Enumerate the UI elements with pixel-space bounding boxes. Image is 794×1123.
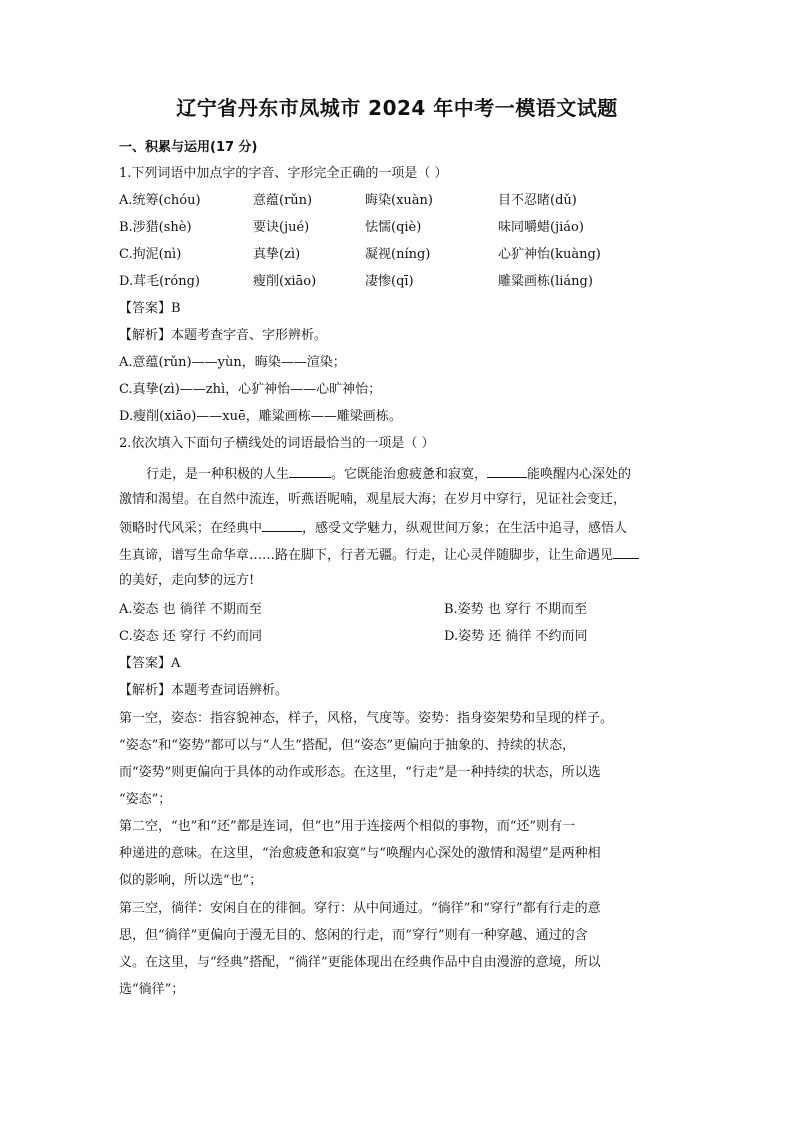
analysis-line: 选“徜徉”；	[119, 982, 185, 997]
question-1-analysis-line: A.意蕴(rǔn)——yùn，晦染——渲染；	[119, 355, 346, 370]
question-1-answer: 【答案】B	[119, 301, 181, 316]
fill-blank-4	[613, 545, 639, 559]
document-title: 辽宁省丹东市凤城市 2024 年中考一模语文试题	[176, 96, 618, 120]
q1-option-a-word4: 目不忍睹(dǔ)	[498, 193, 577, 208]
analysis-line: 义。在这里，与“经典”搭配，“徜徉”更能体现出在经典作品中自由漫游的意境，所以	[119, 955, 601, 970]
analysis-line: 思，但“徜徉”更偏向于漫无目的、悠闲的行走，而“穿行”则有一种穿越、通过的含	[119, 928, 588, 943]
q1-option-a-word1: A.统筹(chóu)	[119, 193, 201, 208]
fill-blank-1	[289, 464, 331, 478]
q1-option-c-word3: 凝视(níng)	[365, 247, 431, 262]
q1-option-b-word3: 怯懦(qiè)	[365, 220, 422, 235]
q1-option-d-word4: 雕粱画栋(liáng)	[498, 274, 593, 289]
passage-text: 能唤醒内心深处的	[527, 467, 632, 482]
q1-option-c-word4: 心犷神怡(kuàng)	[498, 247, 601, 262]
q2-option-a: A.姿态 也 徜徉 不期而至	[119, 602, 262, 617]
analysis-line: 似的影响，所以选“也”；	[119, 873, 263, 888]
q1-option-c-word1: C.拘泥(nì)	[119, 247, 182, 262]
passage-line	[146, 464, 631, 484]
analysis-line: “姿态”；	[119, 792, 172, 807]
passage-text: ，感受文学魅力，纵观世间万象；在生活中追寻，感悟人	[302, 521, 628, 536]
passage-line	[119, 545, 639, 565]
passage-text: 行走，是一种积极的人生	[146, 467, 290, 482]
analysis-line: “姿态”和“姿势”都可以与“人生”搭配，但“姿态”更偏向于抽象的、持续的状态，	[119, 738, 576, 753]
question-1-analysis-line: D.瘦削(xiāo)——xuē，雕粱画栋——雕梁画栋。	[119, 409, 402, 424]
q1-option-a-word3: 晦染(xuàn)	[365, 193, 433, 208]
question-2-stem: 2.依次填入下面句子横线处的词语最恰当的一项是（ ）	[119, 436, 435, 451]
analysis-line: 第二空，“也”和“还”都是连词，但“也”用于连接两个相似的事物，而“还”则有一	[119, 819, 576, 834]
q1-option-b-word2: 要诀(jué)	[253, 220, 310, 235]
fill-blank-2	[487, 464, 527, 478]
fill-blank-3	[262, 518, 302, 532]
question-1-analysis-heading: 【解析】本题考查字音、字形辨析。	[119, 328, 328, 343]
analysis-line: 第一空，姿态：指容貌神态，样子，风格，气度等。姿势：指身姿架势和呈现的样子。	[119, 711, 614, 726]
question-1-stem: 1.下列词语中加点字的字音、字形完全正确的一项是（ ）	[119, 166, 448, 181]
q2-option-b: B.姿势 也 穿行 不期而至	[444, 602, 588, 617]
q1-option-d-word1: D.茸毛(róng)	[119, 274, 200, 289]
passage-line: 激情和渴望。在自然中流连，听燕语呢喃，观星辰大海；在岁月中穿行，见证社会变迁，	[119, 492, 627, 507]
q2-option-d: D.姿势 还 徜徉 不约而同	[444, 629, 588, 644]
section-heading: 一、积累与运用(17 分)	[119, 140, 258, 155]
passage-line	[119, 518, 627, 538]
q1-option-d-word2: 瘦削(xiāo)	[253, 274, 317, 289]
passage-text: 领略时代风采；在经典中	[119, 521, 263, 536]
q2-option-c: C.姿态 还 穿行 不约而同	[119, 629, 263, 644]
q1-option-c-word2: 真挚(zì)	[253, 247, 301, 262]
question-2-answer: 【答案】A	[119, 656, 181, 671]
analysis-line: 而“姿势”则更偏向于具体的动作或形态。在这里，“行走”是一种持续的状态，所以选	[119, 765, 601, 780]
q1-option-b-word1: B.涉猎(shè)	[119, 220, 192, 235]
q1-option-b-word4: 味同嚼蜡(jiáo)	[498, 220, 584, 235]
analysis-line: 第三空，徜徉：安闲自在的徘徊。穿行：从中间通过。“徜徉”和“穿行”都有行走的意	[119, 901, 601, 916]
question-1-analysis-line: C.真挚(zì)——zhì，心犷神怡——心旷神怡；	[119, 382, 382, 397]
passage-line: 的美好，走向梦的远方!	[119, 573, 255, 588]
passage-text: 。它既能治愈疲惫和寂寞，	[331, 467, 488, 482]
question-2-analysis-heading: 【解析】本题考查词语辨析。	[119, 683, 289, 698]
analysis-line: 种递进的意味。在这里，“治愈疲惫和寂寞”与“唤醒内心深处的激情和渴望”是两种相	[119, 846, 601, 861]
passage-text: 生真谛，谱写生命华章……路在脚下，行者无疆。行走，让心灵伴随脚步，让生命遇见	[119, 548, 614, 563]
q1-option-a-word2: 意蕴(rǔn)	[253, 193, 313, 208]
q1-option-d-word3: 凄惨(qī)	[365, 274, 414, 289]
